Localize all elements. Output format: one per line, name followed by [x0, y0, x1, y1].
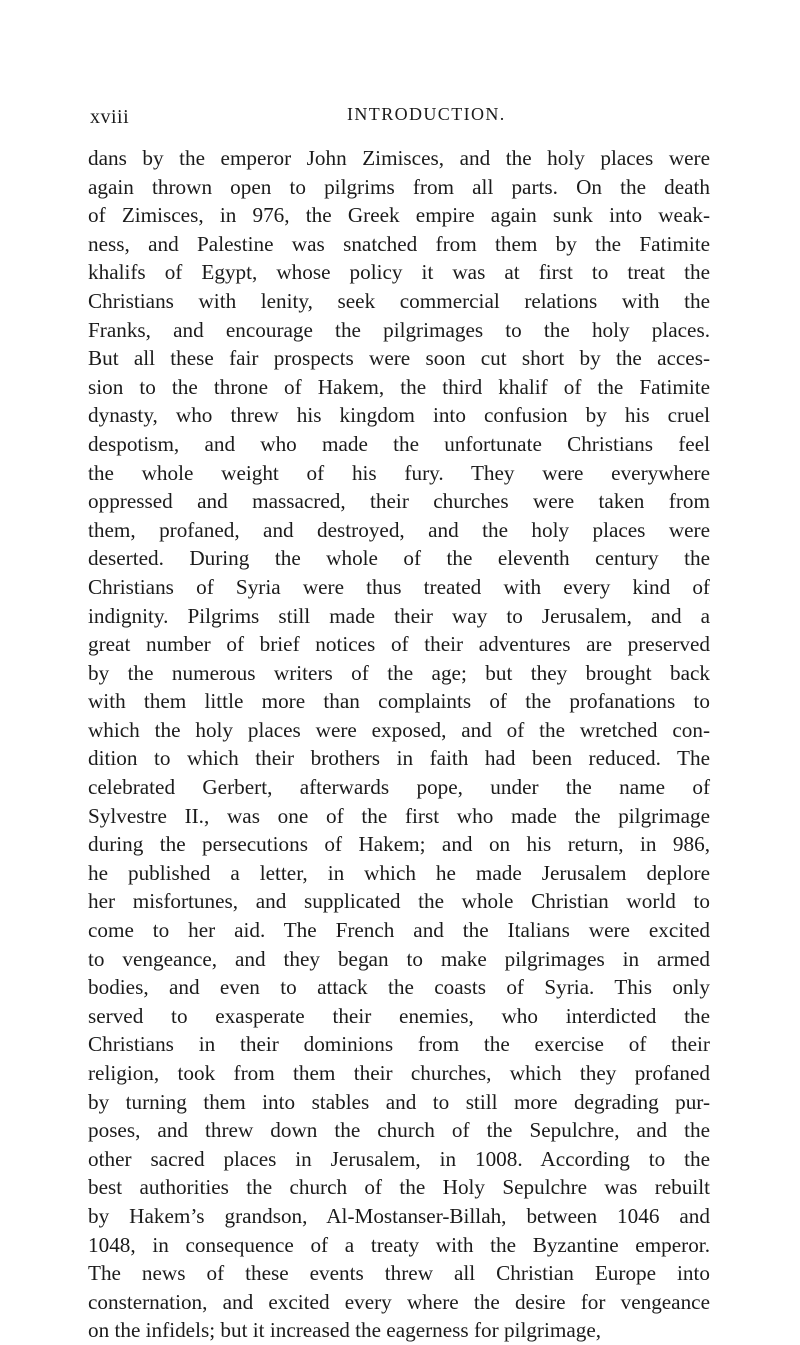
text-line: religion, took from them their churches, which they profaned: [88, 1061, 710, 1085]
text-line: oppressed and massacred, their churches were taken from: [88, 489, 710, 514]
text-line: again thrown open to pilgrims from all parts. On the death: [88, 174, 710, 199]
text-line: dition to which their brothers in faith had been reduced. The: [88, 746, 710, 771]
text-line: the whole weight of his fury. They were everywhere: [88, 460, 710, 485]
text-line: her misfortunes, and supplicated the whole Christian world to: [88, 889, 710, 914]
text-line: khalifs of Egypt, whose policy it was at first to treat the: [88, 260, 710, 285]
text-line: best authorities the church of the Holy Sepulchre was rebuilt: [88, 1175, 710, 1200]
text-line: by Hakem’s grandson, Al-Mostanser-Billah, between 1046 and: [88, 1203, 710, 1228]
text-line: of Zimisces, in 976, the Greek empire again sunk into weak-: [88, 203, 710, 228]
text-line: ness, and Palestine was snatched from them by the Fatimite: [88, 231, 710, 256]
text-line: which the holy places were exposed, and of the wretched con-: [88, 717, 710, 742]
text-line: great number of brief notices of their adventures are preserved: [88, 632, 710, 657]
text-line: dans by the emperor John Zimisces, and the holy places were: [88, 146, 710, 170]
text-line: on the infidels; but it increased the eagerness for pilgrimage,: [88, 1318, 602, 1343]
text-line: Christians with lenity, seek commercial relations with the: [88, 288, 710, 313]
body-paragraph: [88, 144, 710, 1345]
text-line: Christians of Syria were thus treated with every kind of: [88, 574, 710, 599]
text-line: bodies, and even to attack the coasts of Syria. This only: [88, 975, 710, 1000]
text-line: he published a letter, in which he made Jerusalem deplore: [88, 860, 710, 885]
running-head: INTRODUCTION.: [347, 104, 506, 124]
text-line: come to her aid. The French and the Italians were excited: [88, 918, 710, 943]
text-line: sion to the throne of Hakem, the third khalif of the Fatimite: [88, 374, 710, 399]
text-line: served to exasperate their enemies, who interdicted the: [88, 1003, 710, 1028]
text-line: despotism, and who made the unfortunate Christians feel: [88, 431, 710, 456]
text-line: But all these fair prospects were soon cut short by the acces-: [88, 346, 710, 371]
text-line: them, profaned, and destroyed, and the holy places were: [88, 517, 710, 542]
text-line: celebrated Gerbert, afterwards pope, under the name of: [88, 775, 710, 800]
text-line: poses, and threw down the church of the Sepulchre, and the: [88, 1118, 710, 1143]
text-line: Christians in their dominions from the exercise of their: [88, 1032, 710, 1057]
text-line: indignity. Pilgrims still made their way to Jerusalem, and a: [88, 603, 710, 628]
text-line: other sacred places in Jerusalem, in 1008. According to the: [88, 1146, 710, 1171]
page-number: xviii: [90, 106, 130, 128]
text-line: deserted. During the whole of the eleventh century the: [88, 546, 710, 571]
text-line: dynasty, who threw his kingdom into confusion by his cruel: [88, 403, 710, 428]
text-line: with them little more than complaints of the profanations to: [88, 689, 710, 714]
text-line: Sylvestre II., was one of the first who made the pilgrimage: [88, 803, 710, 828]
text-line: Franks, and encourage the pilgrimages to the holy places.: [88, 317, 710, 342]
text-line: during the persecutions of Hakem; and on his return, in 986,: [88, 832, 710, 857]
text-line: consternation, and excited every where the desire for vengeance: [88, 1289, 710, 1314]
text-line: The news of these events threw all Christian Europe into: [88, 1261, 710, 1286]
text-line: by the numerous writers of the age; but they brought back: [88, 660, 710, 685]
text-line: by turning them into stables and to still more degrading pur-: [88, 1089, 710, 1114]
text-line: to vengeance, and they began to make pilgrimages in armed: [88, 946, 710, 971]
text-line: 1048, in consequence of a treaty with the Byzantine emperor.: [88, 1232, 710, 1257]
